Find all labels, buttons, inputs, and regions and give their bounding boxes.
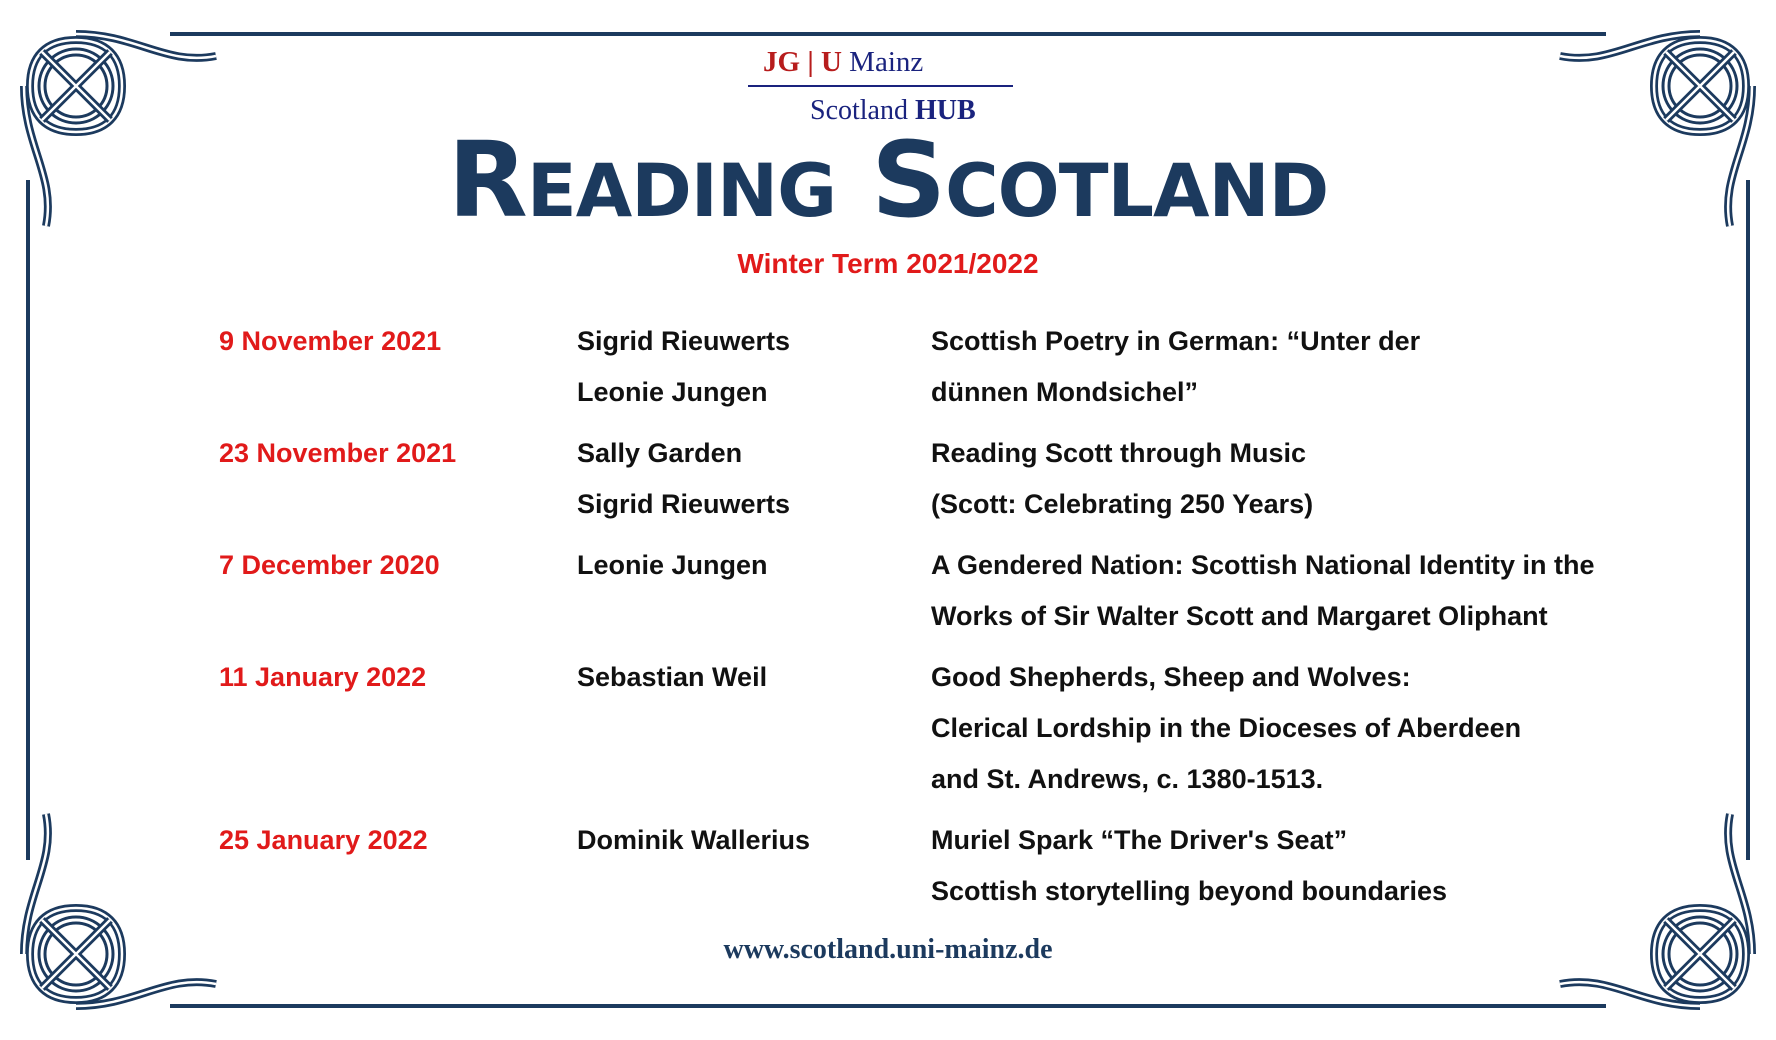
event-title bbox=[931, 428, 1313, 530]
event-title bbox=[931, 652, 1521, 805]
event-row bbox=[219, 815, 1619, 917]
event-title-line: Clerical Lordship in the Dioceses of Aberdeen bbox=[931, 713, 1522, 743]
logo-separator: | bbox=[807, 46, 814, 78]
event-speakers bbox=[577, 316, 790, 418]
term-subtitle: Winter Term 2021/2022 bbox=[737, 248, 1039, 279]
jgu-scotland-hub-logo bbox=[748, 46, 1013, 127]
event-title-line: A Gendered Nation: Scottish National Identity in the bbox=[931, 550, 1595, 580]
speaker-name: Leonie Jungen bbox=[577, 377, 768, 407]
logo-scotland: Scotland bbox=[810, 95, 908, 126]
speaker-name: Sebastian Weil bbox=[577, 662, 768, 692]
logo-mainz: Mainz bbox=[849, 46, 924, 78]
speaker-name: Sigrid Rieuwerts bbox=[577, 489, 791, 519]
page-title: Reading Scotland bbox=[447, 119, 1329, 241]
event-speakers bbox=[577, 540, 768, 591]
logo-divider bbox=[748, 85, 1013, 87]
event-title-line: and St. Andrews, c. 1380-1513. bbox=[931, 764, 1324, 794]
event-speakers bbox=[577, 815, 810, 866]
logo-university bbox=[748, 46, 1013, 79]
event-date: 25 January 2022 bbox=[219, 825, 428, 855]
website-url[interactable]: www.scotland.uni-mainz.de bbox=[723, 934, 1053, 965]
event-title bbox=[931, 540, 1595, 642]
event-title-line: Works of Sir Walter Scott and Margaret Oliphant bbox=[931, 601, 1548, 631]
event-row bbox=[219, 652, 1619, 805]
speaker-name: Dominik Wallerius bbox=[577, 825, 811, 855]
event-speakers bbox=[577, 428, 790, 530]
event-row bbox=[219, 540, 1619, 642]
event-date: 23 November 2021 bbox=[219, 438, 457, 468]
event-title-line: Scottish Poetry in German: “Unter der bbox=[931, 326, 1421, 356]
event-title-line: dünnen Mondsichel” bbox=[931, 377, 1198, 407]
logo-hub-word: HUB bbox=[915, 95, 976, 126]
event-date: 11 January 2022 bbox=[219, 662, 427, 692]
celtic-knot-corner-icon bbox=[24, 814, 216, 1006]
event-date: 7 December 2020 bbox=[219, 550, 440, 580]
event-row bbox=[219, 316, 1619, 418]
logo-u: U bbox=[820, 46, 842, 78]
event-title-line: Good Shepherds, Sheep and Wolves: bbox=[931, 662, 1411, 692]
event-title-line: Reading Scott through Music bbox=[931, 438, 1306, 468]
event-date: 9 November 2021 bbox=[219, 326, 442, 356]
event-title-line: Scottish storytelling beyond boundaries bbox=[931, 876, 1448, 906]
event-row bbox=[219, 428, 1619, 530]
speaker-name: Leonie Jungen bbox=[577, 550, 768, 580]
logo-jg: JG bbox=[763, 46, 801, 78]
event-title-line: Muriel Spark “The Driver's Seat” bbox=[931, 825, 1348, 855]
speaker-name: Sigrid Rieuwerts bbox=[577, 326, 791, 356]
event-title-line: (Scott: Celebrating 250 Years) bbox=[931, 489, 1314, 519]
event-title bbox=[931, 815, 1447, 917]
speaker-name: Sally Garden bbox=[577, 438, 743, 468]
event-title bbox=[931, 316, 1420, 418]
event-speakers bbox=[577, 652, 767, 703]
